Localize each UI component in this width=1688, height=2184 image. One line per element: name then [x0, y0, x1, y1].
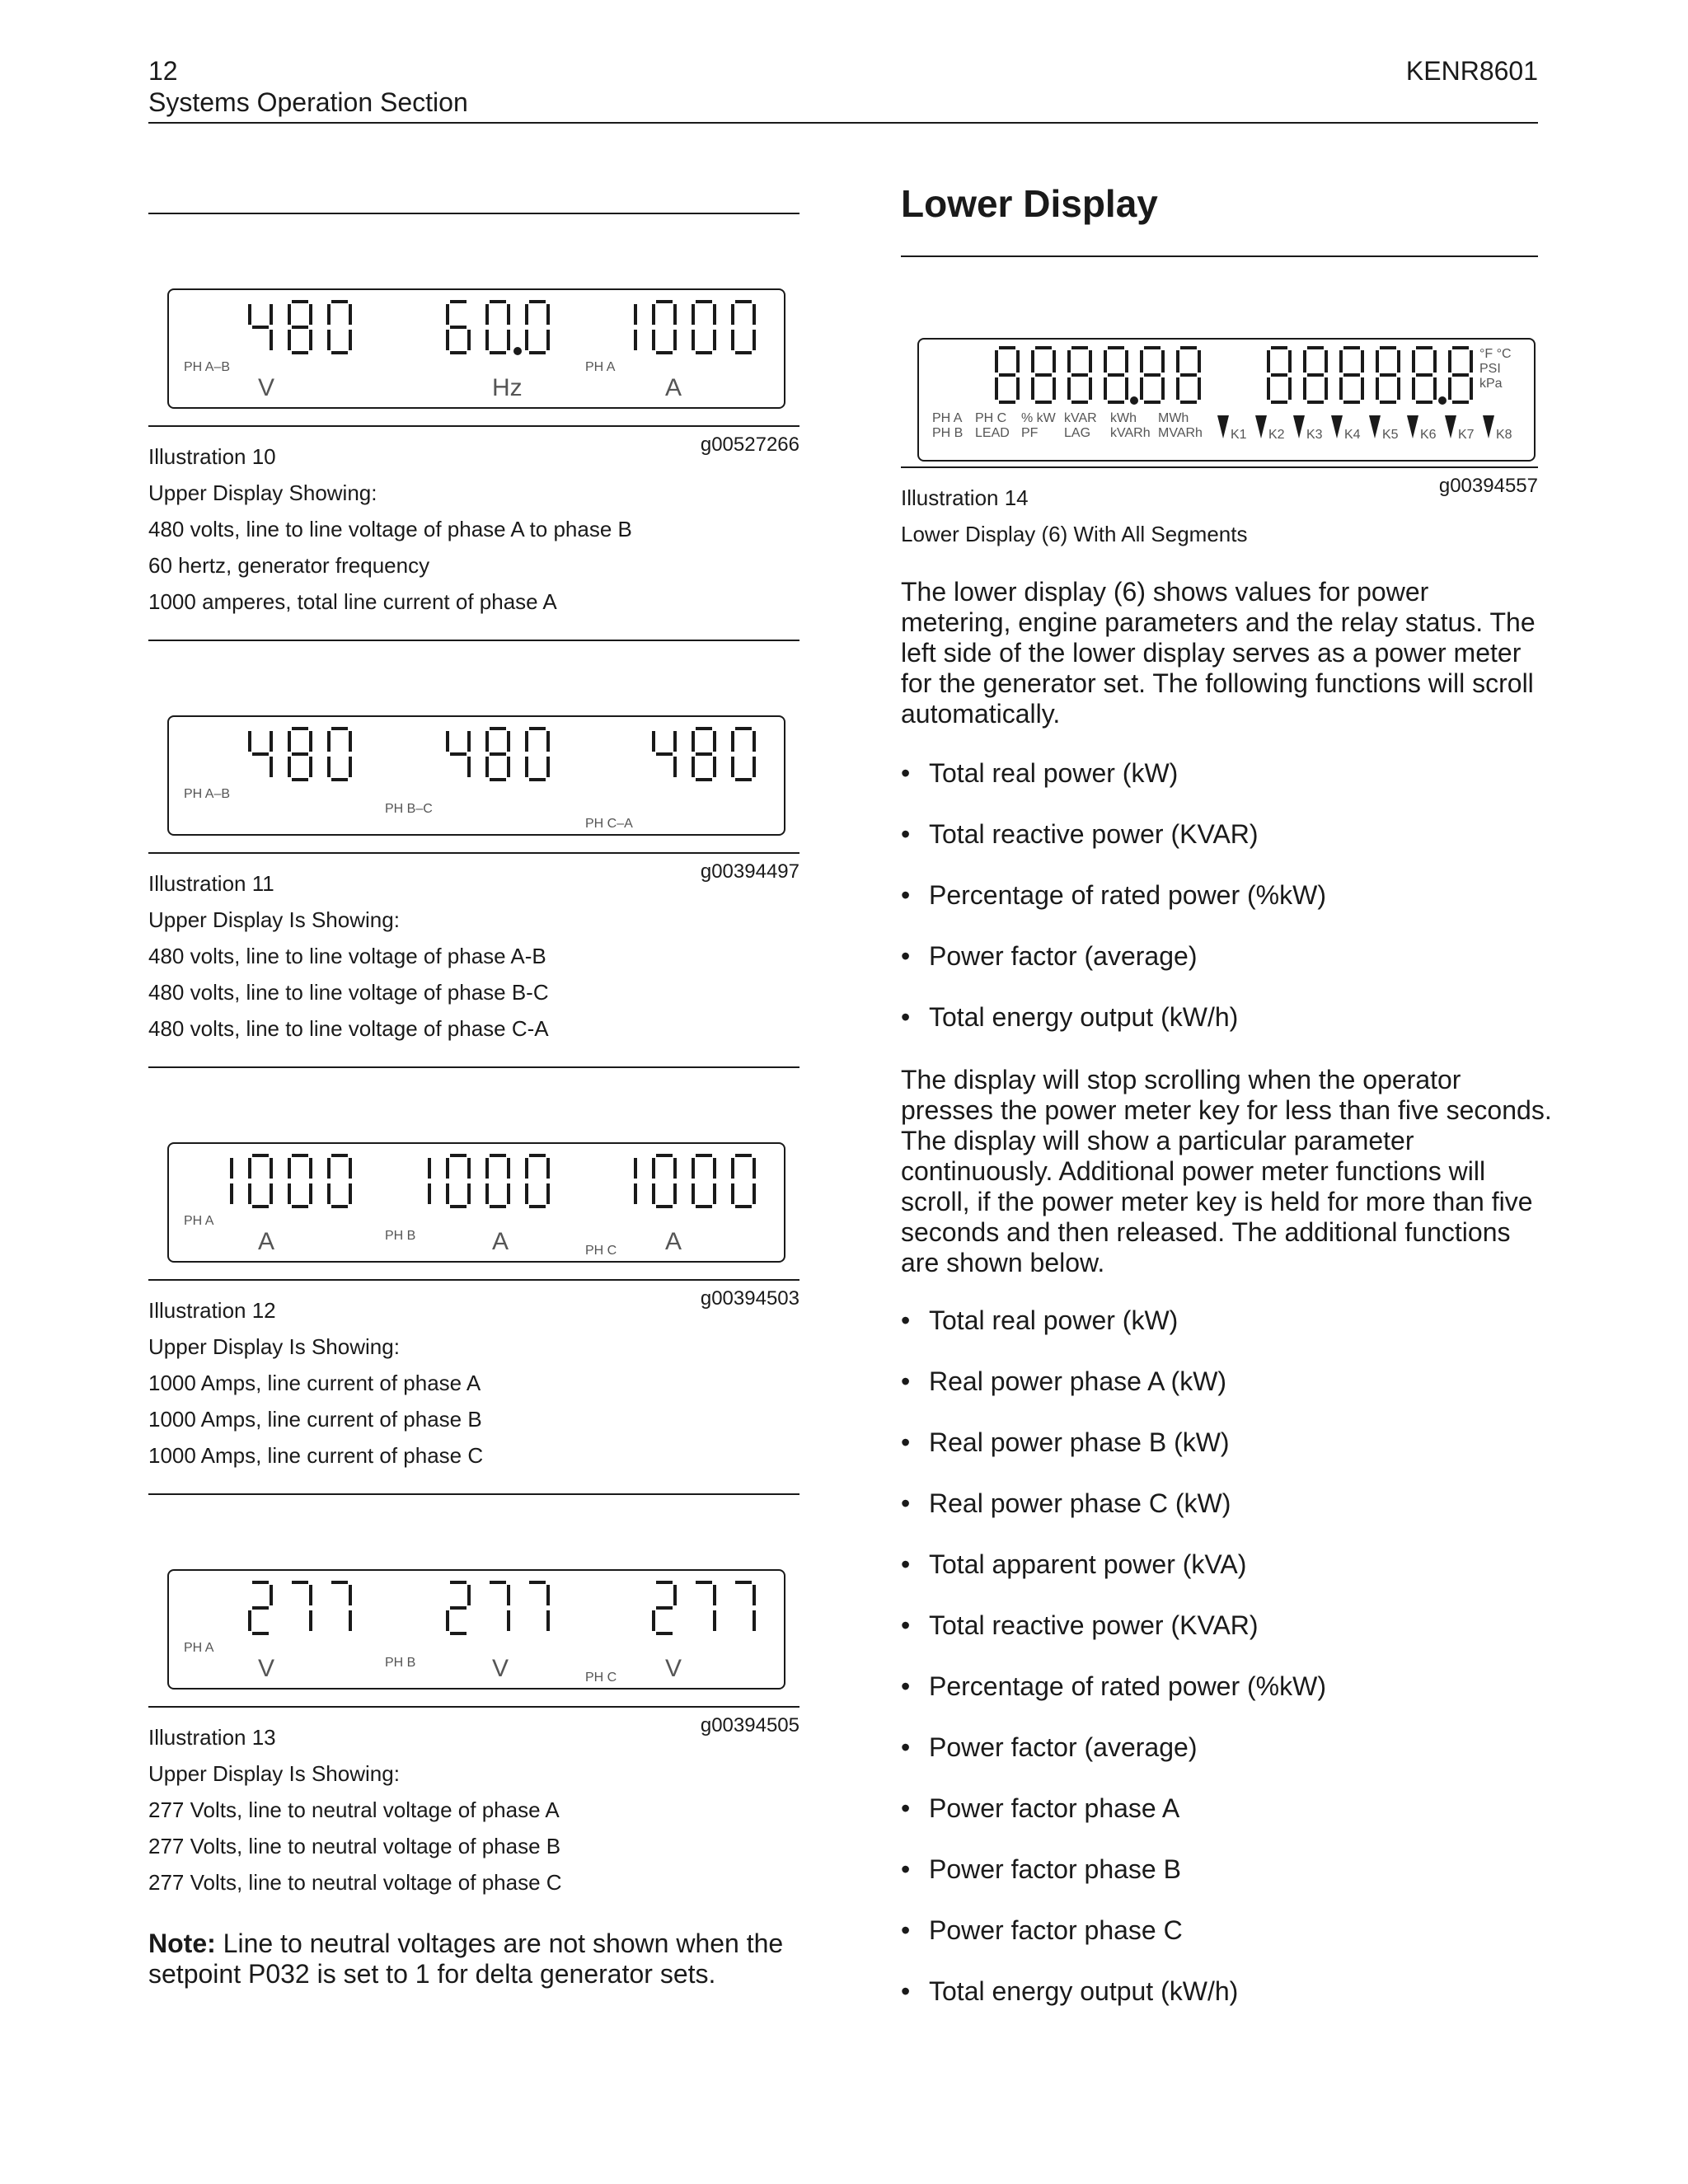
- caption-line: 277 Volts, line to neutral voltage of phase B: [148, 1834, 561, 1858]
- caption-line: 277 Volts, line to neutral voltage of phase A: [148, 1797, 560, 1822]
- caption-line: 60 hertz, generator frequency: [148, 553, 430, 578]
- relay-label: K6: [1420, 428, 1437, 442]
- list-item: • Real power phase B (kW): [901, 1427, 1544, 1488]
- relay-label: K5: [1382, 428, 1399, 442]
- unit-label: A: [258, 1228, 275, 1255]
- segment-label: PF: [1021, 426, 1039, 440]
- segment-label: PH B: [932, 426, 964, 440]
- list-item: • Real power phase A (kW): [901, 1366, 1544, 1427]
- illustration-title: Illustration 10: [148, 444, 276, 469]
- relay-indicator-icon: [1331, 415, 1343, 438]
- illustration-bottom-rule: [148, 425, 799, 427]
- relay-indicator-icon: [1483, 415, 1494, 438]
- lcd-digit: [329, 302, 350, 353]
- list-item: • Total reactive power (KVAR): [901, 1610, 1544, 1671]
- pressure-unit-label: PSI: [1479, 362, 1501, 376]
- lcd-digit: [693, 729, 715, 780]
- list-item: • Power factor phase B: [901, 1854, 1544, 1915]
- illustration-code: g00394503: [700, 1287, 799, 1310]
- decimal-point: [1130, 396, 1138, 405]
- lower-display-graphic: [919, 340, 1534, 460]
- caption-line: Upper Display Is Showing:: [148, 1334, 400, 1359]
- relay-label: K2: [1268, 428, 1285, 442]
- illustration-top-rule: [148, 1493, 799, 1495]
- phase-label: PH B: [385, 1229, 416, 1243]
- relay-indicator-icon: [1369, 415, 1381, 438]
- temperature-unit-label: °F °C: [1479, 347, 1512, 361]
- upper-display-lcd: [167, 1569, 785, 1690]
- relay-indicator-icon: [1255, 415, 1267, 438]
- phase-label: PH C: [585, 1671, 617, 1685]
- intro-paragraph: The lower display (6) shows values for power metering, engine parameters and the relay status. The left side of the lower display serves as a power meter for the generator set. The following functions will scroll automatically.: [901, 577, 1536, 729]
- segment-label: MWh: [1158, 411, 1189, 425]
- phase-label: PH C–A: [585, 817, 633, 831]
- illustration-bottom-rule: [148, 852, 799, 854]
- caption-line: 1000 Amps, line current of phase B: [148, 1407, 482, 1432]
- heading-rule: [901, 255, 1538, 257]
- lcd-digit: [292, 1582, 311, 1631]
- lcd-digit: [527, 302, 548, 353]
- lcd-digit: [654, 302, 675, 353]
- illustration-top-rule: [148, 1066, 799, 1068]
- list-item: • Total reactive power (KVAR): [901, 819, 1544, 880]
- section-title: Systems Operation Section: [148, 87, 468, 117]
- pressure-unit-label: kPa: [1479, 377, 1503, 391]
- illustration-14-rule: [901, 466, 1538, 468]
- lcd-digit: [1414, 348, 1435, 402]
- unit-label: V: [258, 374, 275, 401]
- list-item: • Power factor (average): [901, 1732, 1544, 1793]
- lcd-digit: [331, 1582, 350, 1631]
- lcd-digit: [448, 1582, 469, 1633]
- illustration-bottom-rule: [148, 1706, 799, 1708]
- lcd-digit: [490, 1582, 509, 1631]
- lcd-digit: [289, 729, 311, 780]
- lcd-digit: [487, 1155, 509, 1207]
- lcd-digit: [250, 304, 271, 350]
- illustration-14-code: g00394557: [1438, 475, 1538, 497]
- lcd-digit: [1377, 348, 1399, 402]
- auto-scroll-functions-list: [901, 758, 1544, 1063]
- list-item: • Total apparent power (kVA): [901, 1549, 1544, 1610]
- phase-label: PH A: [184, 1214, 214, 1228]
- upper-display-graphic: [169, 290, 784, 407]
- unit-label: Hz: [492, 374, 523, 401]
- list-item: • Total real power (kW): [901, 758, 1544, 819]
- lcd-digit: [448, 731, 469, 777]
- lcd-digit: [733, 1155, 754, 1207]
- unit-label: V: [258, 1655, 275, 1682]
- decimal-point: [1438, 396, 1447, 405]
- list-item: • Percentage of rated power (%kW): [901, 880, 1544, 941]
- lcd-digit: [487, 302, 509, 353]
- lcd-digit: [735, 1582, 754, 1631]
- relay-label: K7: [1458, 428, 1475, 442]
- relay-label: K1: [1231, 428, 1247, 442]
- lcd-digit: [527, 729, 548, 780]
- caption-line: Upper Display Is Showing:: [148, 1761, 400, 1786]
- list-item: • Total energy output (kW/h): [901, 1976, 1544, 2037]
- lcd-digit: [1305, 348, 1326, 402]
- lcd-digit: [1341, 348, 1362, 402]
- illustration-14-caption: Lower Display (6) With All Segments: [901, 522, 1248, 546]
- caption-line: Upper Display Is Showing:: [148, 907, 400, 932]
- lcd-digit: [329, 729, 350, 780]
- upper-display-lcd: [167, 715, 785, 836]
- list-item: • Percentage of rated power (%kW): [901, 1671, 1544, 1732]
- illustration-title: Illustration 12: [148, 1298, 276, 1323]
- phase-label: PH A–B: [184, 787, 231, 801]
- upper-display-graphic: [169, 1144, 784, 1261]
- lcd-digit: [1105, 348, 1127, 402]
- relay-indicator-icon: [1445, 415, 1456, 438]
- caption-line: 1000 Amps, line current of phase C: [148, 1443, 484, 1468]
- lcd-digit: [654, 1155, 675, 1207]
- lower-display-lcd: [917, 338, 1536, 462]
- lcd-digit: [250, 1155, 271, 1207]
- list-item: • Power factor phase C: [901, 1915, 1544, 1976]
- upper-display-lcd: [167, 1142, 785, 1263]
- segment-label: kVAR: [1064, 411, 1097, 425]
- relay-indicator-icon: [1217, 415, 1229, 438]
- illustration-title: Illustration 11: [148, 871, 274, 896]
- illustration-code: g00394505: [700, 1714, 799, 1736]
- additional-functions-list: [901, 1305, 1544, 2037]
- unit-label: A: [665, 374, 682, 401]
- caption-line: Upper Display Showing:: [148, 480, 377, 505]
- caption-line: 277 Volts, line to neutral voltage of phase C: [148, 1870, 562, 1895]
- list-item: • Power factor (average): [901, 941, 1544, 1002]
- lcd-digit: [448, 302, 469, 353]
- lcd-digit: [1450, 348, 1471, 402]
- document-id: KENR8601: [1405, 56, 1538, 86]
- unit-label: V: [665, 1655, 682, 1682]
- decimal-point: [513, 347, 522, 355]
- unit-label: A: [492, 1228, 509, 1255]
- lcd-digit: [733, 729, 754, 780]
- phase-label: PH B–C: [385, 802, 433, 816]
- lcd-digit: [693, 1155, 715, 1207]
- section-heading: Lower Display: [901, 182, 1158, 225]
- lcd-digit: [654, 1582, 675, 1633]
- lcd-digit: [1178, 348, 1199, 402]
- lcd-digit: [250, 731, 271, 777]
- lcd-digit: [1268, 348, 1290, 402]
- segment-label: PH A: [932, 411, 963, 425]
- lcd-digit: [289, 1155, 311, 1207]
- phase-label: PH B: [385, 1656, 416, 1670]
- upper-display-graphic: [169, 1571, 784, 1688]
- lcd-digit: [1069, 348, 1090, 402]
- lcd-digit: [529, 1582, 548, 1631]
- note: [148, 1929, 808, 1990]
- lcd-digit: [250, 1582, 271, 1633]
- list-item: • Total real power (kW): [901, 1305, 1544, 1366]
- lcd-digit: [487, 729, 509, 780]
- note-label: Note:: [148, 1929, 216, 1958]
- segment-label: LAG: [1064, 426, 1091, 440]
- list-item: • Total energy output (kW/h): [901, 1002, 1544, 1063]
- lcd-digit: [696, 1582, 715, 1631]
- lcd-digit: [1142, 348, 1163, 402]
- caption-line: 480 volts, line to line voltage of phase A to phase B: [148, 517, 632, 541]
- note-text: Line to neutral voltages are not shown when the setpoint P032 is set to 1 for delta generator sets.: [148, 1929, 784, 1989]
- caption-line: 480 volts, line to line voltage of phase C-A: [148, 1016, 549, 1041]
- phase-label: PH A–B: [184, 360, 231, 374]
- phase-label: PH A: [585, 360, 616, 374]
- relay-label: K4: [1344, 428, 1361, 442]
- upper-display-lcd: [167, 288, 785, 409]
- lcd-digit: [654, 731, 675, 777]
- relay-label: K8: [1496, 428, 1512, 442]
- unit-label: A: [665, 1228, 682, 1255]
- lcd-digit: [693, 302, 715, 353]
- phase-label: PH A: [184, 1641, 214, 1655]
- segment-label: PH C: [975, 411, 1007, 425]
- relay-indicator-icon: [1407, 415, 1418, 438]
- illustration-top-rule: [148, 640, 799, 641]
- caption-line: 480 volts, line to line voltage of phase B-C: [148, 980, 549, 1005]
- lcd-digit: [329, 1155, 350, 1207]
- header-rule: [148, 122, 1538, 124]
- lcd-digit: [996, 348, 1018, 402]
- caption-line: 480 volts, line to line voltage of phase A-B: [148, 944, 546, 968]
- illustration-bottom-rule: [148, 1279, 799, 1281]
- page-number: 12: [148, 56, 178, 86]
- lcd-digit: [733, 302, 754, 353]
- illustration-top-rule: [148, 213, 799, 214]
- list-item: • Real power phase C (kW): [901, 1488, 1544, 1549]
- caption-line: 1000 amperes, total line current of phase A: [148, 589, 557, 614]
- segment-label: % kW: [1021, 411, 1056, 425]
- lcd-digit: [1033, 348, 1054, 402]
- relay-label: K3: [1306, 428, 1323, 442]
- unit-label: V: [492, 1655, 509, 1682]
- segment-label: LEAD: [975, 426, 1010, 440]
- segment-label: kVARh: [1110, 426, 1151, 440]
- segment-label: kWh: [1110, 411, 1137, 425]
- segment-label: MVARh: [1158, 426, 1203, 440]
- illustration-code: g00527266: [700, 434, 799, 456]
- list-item: • Power factor phase A: [901, 1793, 1544, 1854]
- caption-line: 1000 Amps, line current of phase A: [148, 1371, 481, 1395]
- phase-label: PH C: [585, 1244, 617, 1258]
- illustration-title: Illustration 13: [148, 1725, 276, 1750]
- lcd-digit: [289, 302, 311, 353]
- illustration-code: g00394497: [700, 860, 799, 883]
- upper-display-graphic: [169, 717, 784, 834]
- lcd-digit: [448, 1155, 469, 1207]
- lcd-digit: [527, 1155, 548, 1207]
- relay-indicator-icon: [1293, 415, 1305, 438]
- illustration-14-title: Illustration 14: [901, 485, 1029, 510]
- scroll-paragraph: The display will stop scrolling when the operator presses the power meter key for less than five seconds. The display will show a particular parameter continuously. Additional power meter functions will scroll, if the power meter key is held for more than five seconds and then released. The additional functions are shown below.: [901, 1065, 1552, 1277]
